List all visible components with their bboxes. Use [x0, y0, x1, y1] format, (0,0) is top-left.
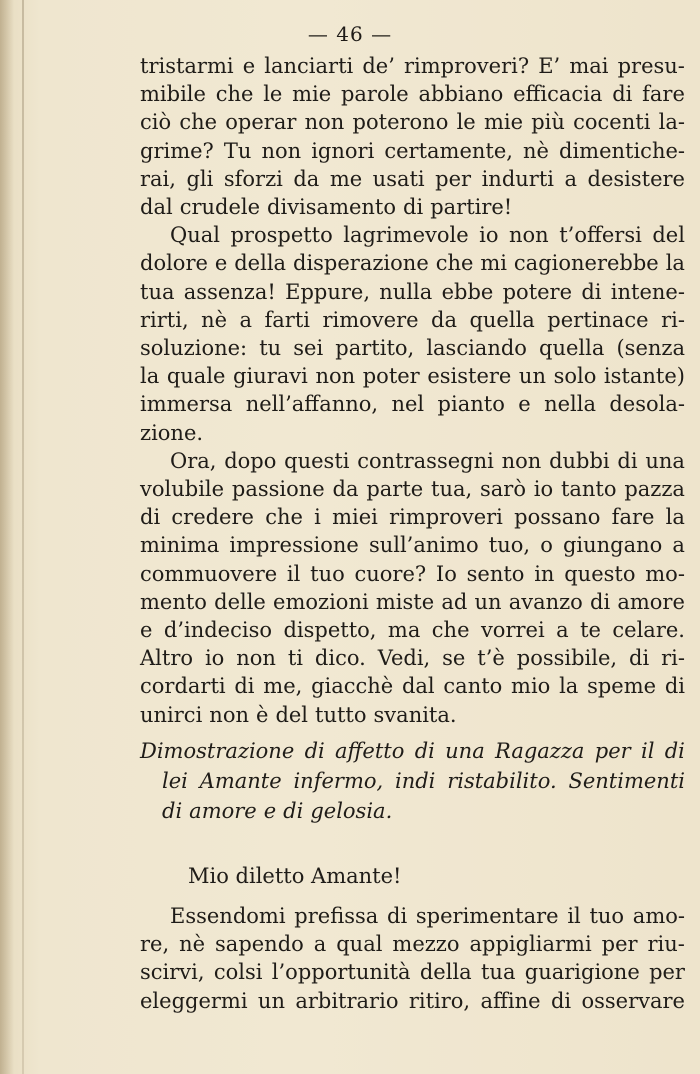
text-line: la quale giuravi non poter esistere un solo istante) [140, 364, 685, 389]
text-line: scirvi, colsi l’opportunità della tua guarigione per [140, 960, 685, 985]
text-line: volubile passione da parte tua, sarò io tanto pazza [140, 477, 685, 502]
text-line: dolore e della disperazione che mi cagionerebbe la [140, 251, 685, 276]
text-line: di credere che i miei rimproveri possano fare la [140, 505, 685, 530]
text-line: zione. [140, 420, 204, 445]
text-line: commuovere il tuo cuore? Io sento in questo mo- [140, 561, 685, 586]
text-line: mento delle emozioni miste ad un avanzo di amore [140, 589, 685, 614]
text-line: rirti, nè a farti rimovere da quella pertinace ri- [140, 307, 685, 332]
spine-shadow [0, 0, 14, 1074]
text-line: di amore e di gelosia. [162, 799, 393, 823]
text-line: immersa nell’affanno, nel pianto e nella desola- [140, 392, 685, 417]
text-line: mibile che le mie parole abbiano efficacia di fare [140, 82, 685, 107]
text-line: Essendomi prefissa di sperimentare il tuo amo- [170, 904, 685, 928]
closing-paragraph [140, 902, 685, 1015]
text-line: lei Amante infermo, indi ristabilito. Sentimenti [162, 769, 685, 793]
text-line: minima impressione sull’animo tuo, o giungano a [140, 533, 685, 558]
text-line: Altro io non ti dico. Vedi, se t’è possibile, di ri- [140, 646, 685, 671]
paragraph [140, 52, 685, 221]
text-line: re, nè sapendo a qual mezzo appigliarmi per riu- [140, 932, 685, 957]
text-line: tua assenza! Eppure, nulla ebbe potere di intene- [140, 279, 685, 304]
text-line: Qual prospetto lagrimevole io non t’offersi del [170, 223, 685, 248]
text-line: e d’indeciso dispetto, ma che vorrei a te celare. [140, 618, 685, 643]
paragraph [140, 447, 685, 729]
letter-heading [140, 736, 685, 826]
text-line: eleggermi un arbitrario ritiro, affine di osservare [140, 988, 685, 1013]
text-line: unirci non è del tutto svanita. [140, 702, 457, 727]
text-line: Ora, dopo questi contrassegni non dubbi di una [170, 448, 685, 473]
text-line: soluzione: tu sei partito, lasciando quella (senza [140, 336, 685, 361]
text-line: ciò che operar non poterono le mie più cocenti la- [140, 110, 685, 135]
text-line: grime? Tu non ignori certamente, nè dimentiche- [140, 138, 685, 163]
text-line: tristarmi e lanciarti de’ rimproveri? E’ mai presu- [140, 54, 685, 78]
letter-salutation: Mio diletto Amante! [188, 864, 402, 888]
page-number: — 46 — [307, 22, 393, 46]
text-line: dal crudele divisamento di partire! [140, 195, 513, 220]
body-text [140, 52, 685, 729]
text-line: rai, gli sforzi da me usati per indurti a desistere [140, 166, 685, 191]
text-line: cordarti di me, giacchè dal canto mio la speme di [140, 674, 685, 699]
page-edge-line [22, 0, 24, 1074]
text-line: Dimostrazione di affetto di una Ragazza per il di [140, 739, 685, 763]
paragraph [140, 221, 685, 447]
